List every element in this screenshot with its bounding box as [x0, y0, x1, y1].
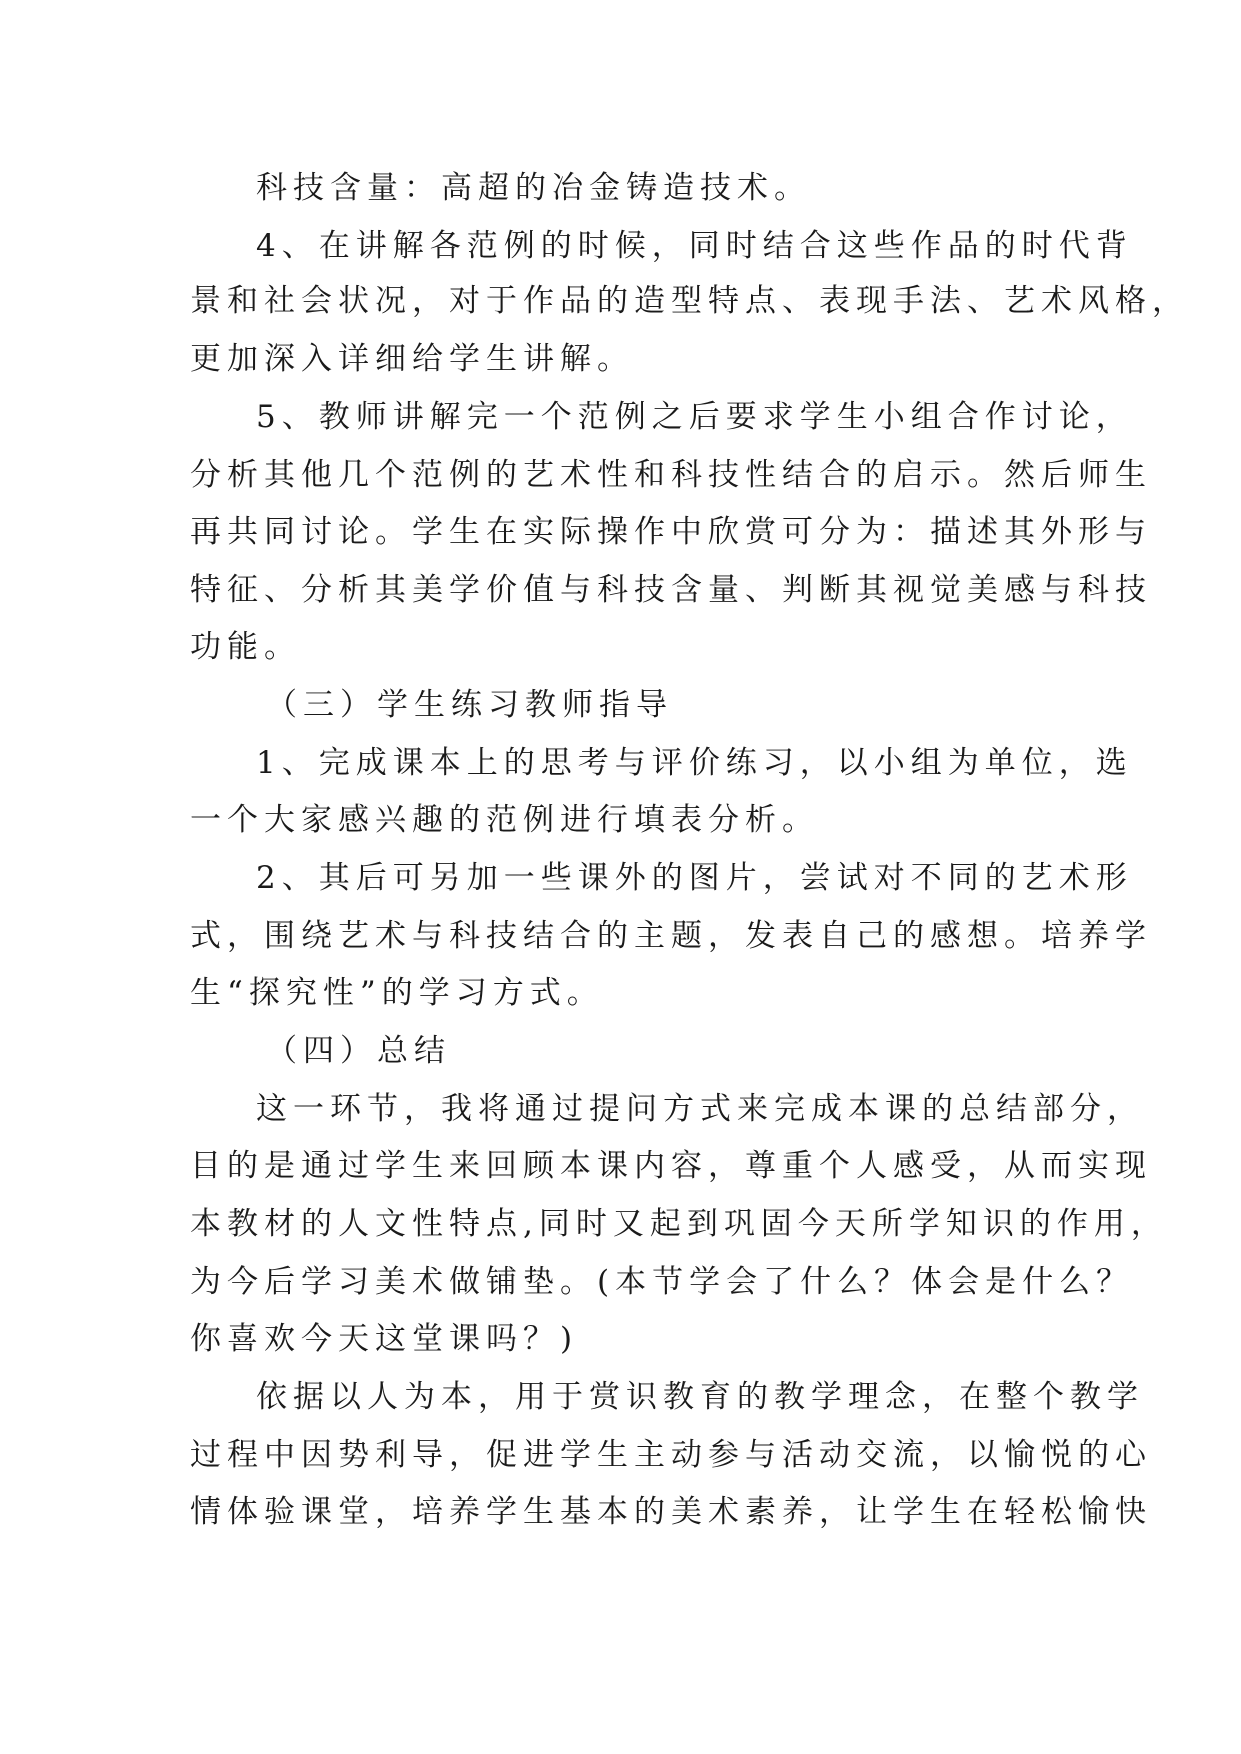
- section-heading: （三）学生练习教师指导: [266, 687, 673, 723]
- text-line: 式，围绕艺术与科技结合的主题，发表自己的感想。培养学: [190, 918, 1152, 954]
- text-line: 依据以人为本，用于赏识教育的教学理念，在整个教学: [256, 1379, 1144, 1415]
- text-line: 情体验课堂，培养学生基本的美术素养，让学生在轻松愉快: [190, 1494, 1152, 1530]
- text-line: 1、完成课本上的思考与评价练习，以小组为单位，选: [256, 745, 1133, 781]
- text-line: 特征、分析其美学价值与科技含量、判断其视觉美感与科技: [190, 572, 1152, 608]
- text-line: 你喜欢今天这堂课吗？): [190, 1321, 579, 1357]
- text-line: 一个大家感兴趣的范例进行填表分析。: [190, 802, 819, 838]
- text-line: 5、教师讲解完一个范例之后要求学生小组合作讨论，: [256, 399, 1133, 435]
- text-line: 4、在讲解各范例的时候，同时结合这些作品的时代背: [256, 228, 1133, 264]
- text-line: 科技含量：高超的冶金铸造技术。: [256, 170, 811, 206]
- text-line: 这一环节，我将通过提问方式来完成本课的总结部分，: [256, 1091, 1144, 1127]
- text-line: 功能。: [190, 629, 301, 665]
- text-line: 过程中因势利导，促进学生主动参与活动交流，以愉悦的心: [190, 1437, 1152, 1473]
- section-heading: （四）总结: [266, 1033, 451, 1069]
- text-line: 本教材的人文性特点,同时又起到巩固今天所学知识的作用，: [190, 1206, 1168, 1242]
- text-line: 生“探究性”的学习方式。: [190, 975, 604, 1011]
- text-line: 目的是通过学生来回顾本课内容，尊重个人感受，从而实现: [190, 1148, 1152, 1184]
- text-line: 再共同讨论。学生在实际操作中欣赏可分为：描述其外形与: [190, 514, 1152, 550]
- text-line: 分析其他几个范例的艺术性和科技性结合的启示。然后师生: [190, 457, 1152, 493]
- text-line: 更加深入详细给学生讲解。: [190, 341, 634, 377]
- text-line: 景和社会状况，对于作品的造型特点、表现手法、艺术风格，: [190, 283, 1189, 319]
- text-line: 2、其后可另加一些课外的图片，尝试对不同的艺术形: [256, 860, 1133, 896]
- text-line: 为今后学习美术做铺垫。(本节学会了什么？体会是什么？: [190, 1264, 1134, 1300]
